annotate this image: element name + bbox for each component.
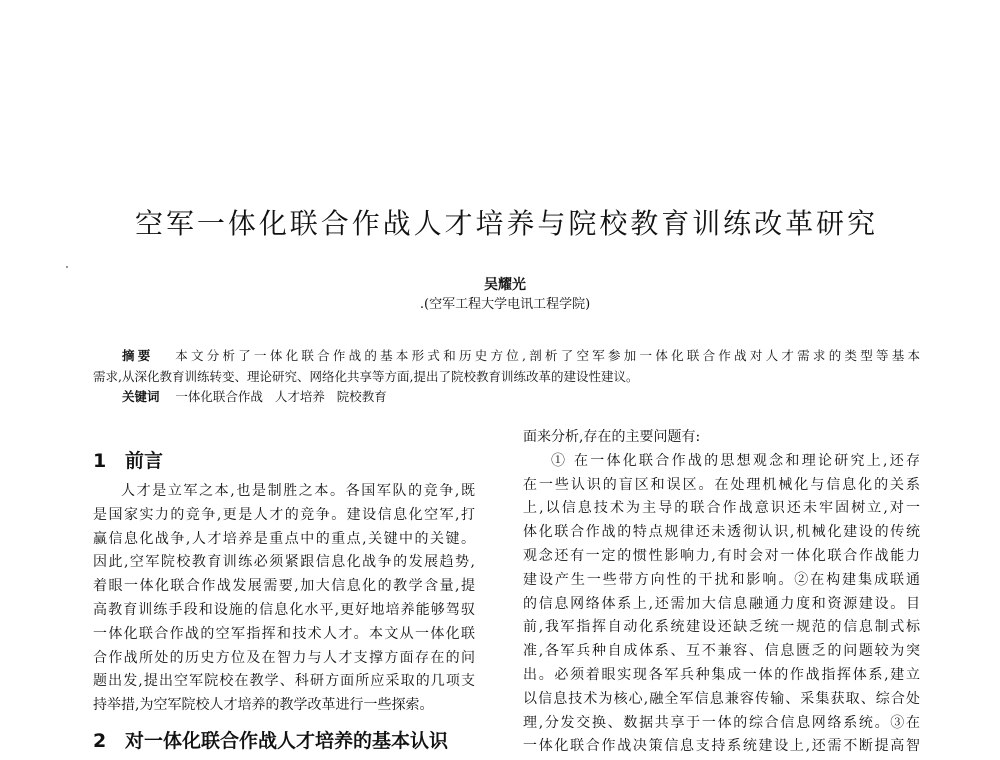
keyword: 人才培养 bbox=[274, 389, 325, 404]
body-line: 人才是立军之本,也是制胜之本。各国军队的竞争,既 bbox=[121, 483, 475, 499]
keyword: 一体化联合作战 bbox=[175, 389, 263, 404]
body-line: 题出发,提出空军院校在教学、科研方面所应采取的几项支 bbox=[93, 673, 475, 690]
body-line: 前,我军指挥自动化系统建设还缺乏统一规范的信息制式标 bbox=[523, 619, 920, 636]
body-line: 建设产生一些带方向性的干扰和影响。②在构建集成联通 bbox=[523, 571, 920, 588]
body-line: 因此,空军院校教育训练必须紧跟信息化战争的发展趋势, bbox=[93, 554, 475, 571]
body-line: 一体化联合作战决策信息支持系统建设上,还需不断提高智 bbox=[523, 738, 920, 755]
body-line: ① 在一体化联合作战的思想观念和理论研究上,还存 bbox=[551, 452, 920, 469]
body-line: 准,各军兵种自成体系、互不兼容、信息匮乏的问题较为突 bbox=[523, 643, 920, 660]
section-title: 对一体化联合作战人才培养的基本认识 bbox=[125, 729, 449, 752]
scan-speck bbox=[66, 266, 68, 268]
section-number: 1 bbox=[93, 450, 107, 472]
author: 吴耀光 bbox=[484, 277, 526, 293]
body-line: 理,分发交换、数据共享于一体的综合信息网络系统。③在 bbox=[523, 714, 920, 731]
keyword: 院校教育 bbox=[336, 389, 387, 404]
section-title: 前言 bbox=[125, 450, 164, 472]
body-line: 面来分析,存在的主要问题有: bbox=[523, 429, 701, 445]
body-line: 出。必须着眼实现各军兵种集成一体的作战指挥体系,建立 bbox=[523, 666, 920, 683]
paper-title: 空军一体化联合作战人才培养与院校教育训练改革研究 bbox=[135, 207, 875, 240]
affiliation: .(空军工程大学电讯工程学院) bbox=[419, 297, 591, 312]
abstract-line-2: 需求,从深化教育训练转变、理论研究、网络化共享等方面,提出了院校教育训练改革的建设性建议。 bbox=[93, 369, 639, 384]
body-line: 是国家实力的竞争,更是人才的竞争。建设信息化空军,打 bbox=[93, 506, 475, 523]
body-line: 一体化联合作战的空军指挥和技术人才。本文从一体化联 bbox=[93, 625, 475, 642]
body-line: 高教育训练手段和设施的信息化水平,更好地培养能够驾驭 bbox=[93, 601, 475, 618]
right-column bbox=[523, 426, 920, 759]
body-line: 体化联合作战的特点规律还未透彻认识,机械化建设的传统 bbox=[523, 524, 920, 541]
body-line: 上,以信息技术为主导的联合作战意识还未牢固树立,对一 bbox=[523, 500, 920, 517]
abstract-text: 本文分析了一体化联合作战的基本形式和历史方位,剖析了空军参加一体化联合作战对人才需求的类型等基本 bbox=[175, 348, 920, 363]
body-line: 以信息技术为核心,融全军信息兼容传输、采集获取、综合处 bbox=[523, 690, 920, 707]
body-line: 在一些认识的盲区和误区。在处理机械化与信息化的关系 bbox=[523, 476, 920, 493]
body-line: 观念还有一定的惯性影响力,有时会对一体化联合作战能力 bbox=[523, 547, 920, 564]
section-2-heading bbox=[93, 726, 475, 756]
left-column bbox=[93, 446, 475, 756]
body-line: 赢信息化战争,人才培养是重点中的重点,关键中的关键。 bbox=[93, 530, 475, 547]
body-line: 着眼一体化联合作战发展需要,加大信息化的教学含量,提 bbox=[93, 578, 475, 595]
section-number: 2 bbox=[93, 729, 107, 752]
body-line: 合作战所处的历史方位及在智力与人才支撑方面存在的问 bbox=[93, 649, 475, 666]
section-1-heading bbox=[93, 446, 475, 476]
body-line: 的信息网络体系上,还需加大信息融通力度和资源建设。目 bbox=[523, 595, 920, 612]
abstract-line-1 bbox=[122, 346, 920, 366]
abstract-label: 摘要 bbox=[122, 348, 154, 363]
body-line: 持举措,为空军院校人才培养的教学改革进行一些探索。 bbox=[93, 697, 434, 714]
keywords-label: 关键词 bbox=[122, 389, 160, 404]
keywords bbox=[122, 387, 387, 407]
